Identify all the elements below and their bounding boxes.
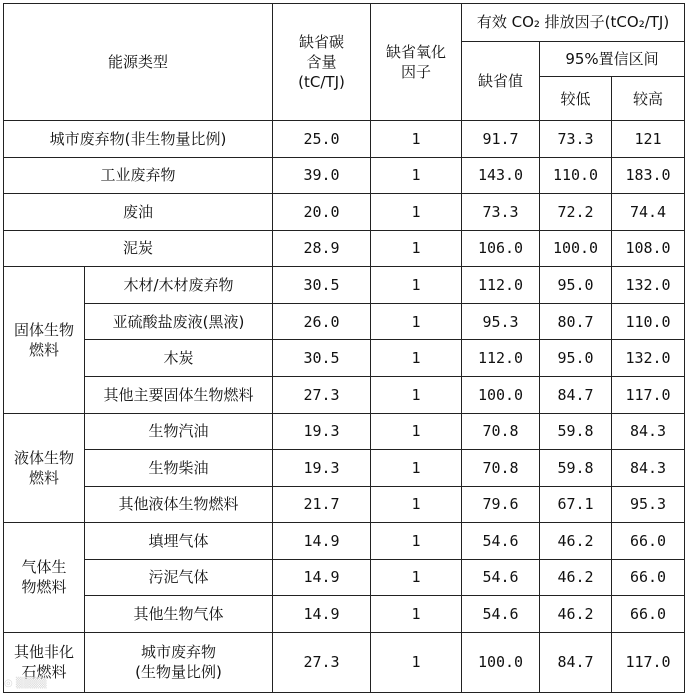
lower-bound-cell: 73.3 <box>540 121 612 158</box>
header-oxidation-factor: 缺省氧化 因子 <box>371 4 462 121</box>
default-value-cell: 100.0 <box>462 632 540 692</box>
lower-bound-cell: 95.0 <box>540 267 612 304</box>
table-row <box>4 486 685 523</box>
carbon-content-cell: 27.3 <box>273 632 371 692</box>
oxidation-factor-cell: 1 <box>371 376 462 413</box>
lower-bound-cell: 84.7 <box>540 376 612 413</box>
carbon-content-cell: 14.9 <box>273 596 371 633</box>
header-confidence-interval: 95%置信区间 <box>540 42 685 77</box>
carbon-content-cell: 21.7 <box>273 486 371 523</box>
oxidation-factor-cell: 1 <box>371 486 462 523</box>
lower-bound-cell: 59.8 <box>540 413 612 450</box>
table-row <box>4 303 685 340</box>
default-value-cell: 143.0 <box>462 157 540 194</box>
upper-bound-cell: 183.0 <box>612 157 685 194</box>
default-value-cell: 91.7 <box>462 121 540 158</box>
table-row <box>4 267 685 304</box>
carbon-content-cell: 14.9 <box>273 559 371 596</box>
oxidation-factor-cell: 1 <box>371 559 462 596</box>
header-energy-type: 能源类型 <box>4 4 273 121</box>
oxidation-factor-cell: 1 <box>371 450 462 487</box>
table-row <box>4 523 685 560</box>
lower-bound-cell: 80.7 <box>540 303 612 340</box>
fuel-name-cell: 生物柴油 <box>85 450 273 487</box>
lower-bound-cell: 46.2 <box>540 523 612 560</box>
fuel-name-cell: 木炭 <box>85 340 273 377</box>
table-row <box>4 230 685 267</box>
default-value-cell: 54.6 <box>462 523 540 560</box>
default-value-cell: 100.0 <box>462 376 540 413</box>
upper-bound-cell: 66.0 <box>612 596 685 633</box>
upper-bound-cell: 117.0 <box>612 632 685 692</box>
fuel-name-cell: 其他液体生物燃料 <box>85 486 273 523</box>
default-value-cell: 70.8 <box>462 413 540 450</box>
upper-bound-cell: 66.0 <box>612 523 685 560</box>
header-carbon-content: 缺省碳 含量 (tC/TJ) <box>273 4 371 121</box>
fuel-name-cell: 城市废弃物(非生物量比例) <box>4 121 273 158</box>
carbon-content-cell: 19.3 <box>273 413 371 450</box>
lower-bound-cell: 67.1 <box>540 486 612 523</box>
lower-bound-cell: 84.7 <box>540 632 612 692</box>
table-row <box>4 413 685 450</box>
fuel-name-cell: 填埋气体 <box>85 523 273 560</box>
carbon-content-cell: 19.3 <box>273 450 371 487</box>
fuel-name-cell: 木材/木材废弃物 <box>85 267 273 304</box>
oxidation-factor-cell: 1 <box>371 413 462 450</box>
carbon-content-cell: 20.0 <box>273 194 371 231</box>
default-value-cell: 95.3 <box>462 303 540 340</box>
upper-bound-cell: 74.4 <box>612 194 685 231</box>
table-row <box>4 157 685 194</box>
default-value-cell: 79.6 <box>462 486 540 523</box>
header-lower: 较低 <box>540 77 612 121</box>
upper-bound-cell: 66.0 <box>612 559 685 596</box>
oxidation-factor-cell: 1 <box>371 340 462 377</box>
fuel-name-cell: 城市废弃物 (生物量比例) <box>85 632 273 692</box>
carbon-content-cell: 27.3 <box>273 376 371 413</box>
lower-bound-cell: 46.2 <box>540 559 612 596</box>
upper-bound-cell: 84.3 <box>612 413 685 450</box>
oxidation-factor-cell: 1 <box>371 157 462 194</box>
table-row <box>4 194 685 231</box>
table-row <box>4 596 685 633</box>
fuel-name-cell: 其他生物气体 <box>85 596 273 633</box>
table-row <box>4 632 685 692</box>
fuel-name-cell: 亚硫酸盐废液(黑液) <box>85 303 273 340</box>
upper-bound-cell: 95.3 <box>612 486 685 523</box>
oxidation-factor-cell: 1 <box>371 121 462 158</box>
carbon-content-cell: 39.0 <box>273 157 371 194</box>
oxidation-factor-cell: 1 <box>371 523 462 560</box>
carbon-content-cell: 26.0 <box>273 303 371 340</box>
watermark-logo: ◎ ▒▒▒▒ <box>4 678 47 689</box>
lower-bound-cell: 110.0 <box>540 157 612 194</box>
fuel-name-cell: 工业废弃物 <box>4 157 273 194</box>
fuel-name-cell: 泥炭 <box>4 230 273 267</box>
carbon-content-cell: 25.0 <box>273 121 371 158</box>
lower-bound-cell: 46.2 <box>540 596 612 633</box>
upper-bound-cell: 132.0 <box>612 267 685 304</box>
oxidation-factor-cell: 1 <box>371 267 462 304</box>
group-label-cell: 其他非化 石燃料 <box>4 632 85 692</box>
fuel-name-cell: 其他主要固体生物燃料 <box>85 376 273 413</box>
upper-bound-cell: 117.0 <box>612 376 685 413</box>
fuel-name-cell: 废油 <box>4 194 273 231</box>
default-value-cell: 73.3 <box>462 194 540 231</box>
upper-bound-cell: 108.0 <box>612 230 685 267</box>
upper-bound-cell: 121 <box>612 121 685 158</box>
upper-bound-cell: 84.3 <box>612 450 685 487</box>
table-row <box>4 559 685 596</box>
default-value-cell: 112.0 <box>462 340 540 377</box>
upper-bound-cell: 110.0 <box>612 303 685 340</box>
lower-bound-cell: 72.2 <box>540 194 612 231</box>
default-value-cell: 54.6 <box>462 559 540 596</box>
oxidation-factor-cell: 1 <box>371 596 462 633</box>
lower-bound-cell: 100.0 <box>540 230 612 267</box>
header-default-value: 缺省值 <box>462 42 540 121</box>
oxidation-factor-cell: 1 <box>371 194 462 231</box>
group-label-cell: 气体生 物燃料 <box>4 523 85 633</box>
emission-factor-table <box>3 3 685 693</box>
header-row-1 <box>4 4 685 42</box>
default-value-cell: 70.8 <box>462 450 540 487</box>
lower-bound-cell: 59.8 <box>540 450 612 487</box>
carbon-content-cell: 28.9 <box>273 230 371 267</box>
lower-bound-cell: 95.0 <box>540 340 612 377</box>
default-value-cell: 112.0 <box>462 267 540 304</box>
group-label-cell: 固体生物 燃料 <box>4 267 85 413</box>
fuel-name-cell: 污泥气体 <box>85 559 273 596</box>
table-row <box>4 450 685 487</box>
oxidation-factor-cell: 1 <box>371 303 462 340</box>
oxidation-factor-cell: 1 <box>371 230 462 267</box>
header-higher: 较高 <box>612 77 685 121</box>
group-label-cell: 液体生物 燃料 <box>4 413 85 523</box>
upper-bound-cell: 132.0 <box>612 340 685 377</box>
header-emission-factor: 有效 CO₂ 排放因子(tCO₂/TJ) <box>462 4 685 42</box>
default-value-cell: 106.0 <box>462 230 540 267</box>
table-row <box>4 121 685 158</box>
default-value-cell: 54.6 <box>462 596 540 633</box>
table-row <box>4 340 685 377</box>
table-body <box>4 4 685 693</box>
fuel-name-cell: 生物汽油 <box>85 413 273 450</box>
carbon-content-cell: 30.5 <box>273 340 371 377</box>
carbon-content-cell: 14.9 <box>273 523 371 560</box>
oxidation-factor-cell: 1 <box>371 632 462 692</box>
table-row <box>4 376 685 413</box>
carbon-content-cell: 30.5 <box>273 267 371 304</box>
